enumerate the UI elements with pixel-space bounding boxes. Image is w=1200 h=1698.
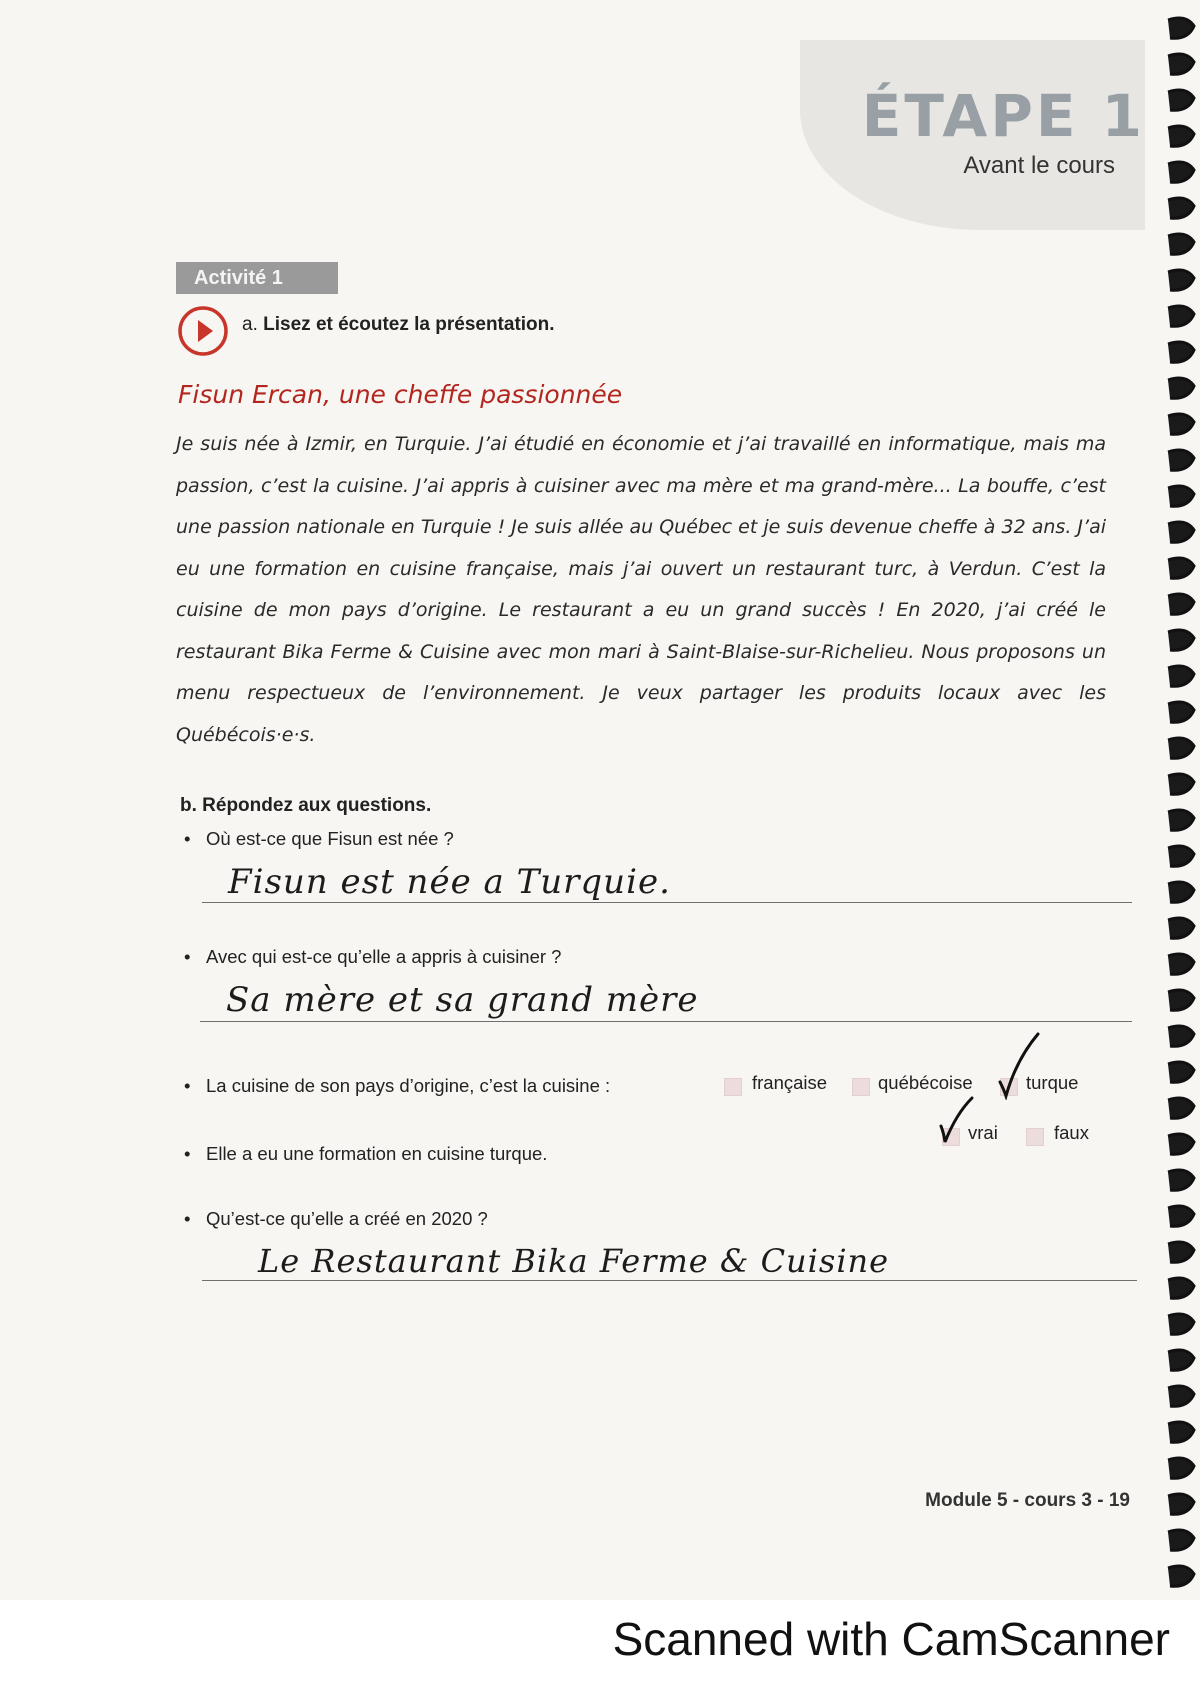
- spiral-coil: [1168, 486, 1194, 506]
- spiral-coil: [1168, 594, 1194, 614]
- spiral-coil: [1168, 1098, 1194, 1118]
- bullet: •: [184, 828, 191, 849]
- option-vrai: vrai: [968, 1122, 998, 1143]
- bullet: •: [184, 1075, 191, 1096]
- spiral-coil: [1168, 1566, 1194, 1586]
- spiral-coil: [1168, 666, 1194, 686]
- checkbox-quebecoise[interactable]: [852, 1078, 870, 1096]
- spiral-coil: [1168, 198, 1194, 218]
- reading-body: Je suis née à Izmir, en Turquie. J’ai étudié en économie et j’ai travaillé en informatique, mais ma passion, c’est la cuisine. J’ai appris à cuisiner avec ma mère et ma grand-mère... La bouffe, c’est une passion nationale en Turquie ! Je suis allée au Québec et je suis devenue cheffe à 32 ans. J’ai eu une formation en cuisine française, mais j’ai ouvert un restaurant turc, à Verdun. C’est la cuisine de mon pays d’origine. Le restaurant a eu un grand succès ! En 2020, j’ai créé le restaurant Bika Ferme & Cuisine avec mon mari à Saint-Blaise-sur-Richelieu. Nous proposons un menu respectueux de l’environnement. Je veux partager les produits locaux avec les Québécois·e·s.: [176, 433, 1106, 746]
- spiral-coil: [1168, 18, 1194, 38]
- spiral-coil: [1168, 414, 1194, 434]
- spiral-coil: [1168, 1242, 1194, 1262]
- activity-badge: Activité 1: [176, 262, 338, 294]
- option-faux: faux: [1054, 1122, 1089, 1143]
- spiral-coil: [1168, 630, 1194, 650]
- answer-1-line[interactable]: [202, 902, 1132, 903]
- spiral-coil: [1168, 1170, 1194, 1190]
- spiral-coil: [1168, 342, 1194, 362]
- part-a-text: Lisez et écoutez la présentation.: [263, 314, 555, 335]
- question-2: [184, 946, 561, 968]
- question-4: [184, 1143, 547, 1165]
- spiral-coil: [1168, 1386, 1194, 1406]
- spiral-binding: [1110, 0, 1200, 1620]
- page-reference: Module 5 - cours 3 - 19: [925, 1490, 1130, 1511]
- spiral-coil: [1168, 450, 1194, 470]
- spiral-coil: [1168, 1206, 1194, 1226]
- spiral-coil: [1168, 1134, 1194, 1154]
- spiral-coil: [1168, 1422, 1194, 1442]
- spiral-coil: [1168, 882, 1194, 902]
- part-a-instruction: [242, 314, 555, 336]
- spiral-coil: [1168, 990, 1194, 1010]
- option-turque: turque: [1026, 1072, 1079, 1093]
- check-mark-icon: [994, 1030, 1044, 1100]
- spiral-coil: [1168, 378, 1194, 398]
- checkbox-francaise[interactable]: [724, 1078, 742, 1096]
- spiral-coil: [1168, 954, 1194, 974]
- spiral-coil: [1168, 558, 1194, 578]
- spiral-coil: [1168, 1278, 1194, 1298]
- spiral-coil: [1168, 1530, 1194, 1550]
- spiral-coil: [1168, 522, 1194, 542]
- spiral-coil: [1168, 774, 1194, 794]
- etape-title: ÉTAPE 1: [861, 82, 1145, 150]
- question-3-text: La cuisine de son pays d’origine, c’est la cuisine :: [206, 1075, 611, 1096]
- spiral-coil: [1168, 54, 1194, 74]
- question-4-text: Elle a eu une formation en cuisine turque.: [206, 1143, 548, 1164]
- etape-subtitle: Avant le cours: [963, 152, 1115, 179]
- checkbox-faux[interactable]: [1026, 1128, 1044, 1146]
- spiral-coil: [1168, 1458, 1194, 1478]
- question-3: [184, 1075, 610, 1097]
- spiral-coil: [1168, 918, 1194, 938]
- answer-2-handwriting: Sa mère et sa grand mère: [226, 980, 699, 1020]
- spiral-coil: [1168, 162, 1194, 182]
- spiral-coil: [1168, 702, 1194, 722]
- answer-5-line[interactable]: [202, 1280, 1137, 1281]
- bullet: •: [184, 1208, 191, 1229]
- spiral-coil: [1168, 234, 1194, 254]
- question-2-text: Avec qui est-ce qu’elle a appris à cuisiner ?: [206, 946, 562, 967]
- spiral-coil: [1168, 126, 1194, 146]
- question-5-text: Qu’est-ce qu’elle a créé en 2020 ?: [206, 1208, 488, 1229]
- spiral-coil: [1168, 1350, 1194, 1370]
- question-5: [184, 1208, 488, 1230]
- reading-title: Fisun Ercan, une cheffe passionnée: [178, 380, 623, 409]
- spiral-coil: [1168, 846, 1194, 866]
- answer-5-handwriting: Le Restaurant Bika Ferme & Cuisine: [258, 1242, 890, 1280]
- scanner-watermark: Scanned with CamScanner: [612, 1613, 1170, 1665]
- spiral-coil: [1168, 810, 1194, 830]
- answer-2-line[interactable]: [200, 1021, 1132, 1022]
- check-mark-icon: [936, 1096, 986, 1146]
- option-francaise: française: [752, 1072, 828, 1093]
- spiral-coil: [1168, 1062, 1194, 1082]
- question-1: [184, 828, 454, 850]
- spiral-coil: [1168, 306, 1194, 326]
- spiral-coil: [1168, 90, 1194, 110]
- option-quebecoise: québécoise: [878, 1072, 973, 1093]
- part-b-title: b. Répondez aux questions.: [180, 795, 432, 816]
- answer-1-handwriting: Fisun est née a Turquie.: [228, 862, 671, 902]
- part-a-letter: a.: [242, 314, 258, 335]
- play-audio-icon[interactable]: [176, 304, 230, 358]
- spiral-coil: [1168, 1494, 1194, 1514]
- spiral-coil: [1168, 1026, 1194, 1046]
- spiral-coil: [1168, 738, 1194, 758]
- bullet: •: [184, 1143, 191, 1164]
- bullet: •: [184, 946, 191, 967]
- spiral-coil: [1168, 1314, 1194, 1334]
- question-1-text: Où est-ce que Fisun est née ?: [206, 828, 454, 849]
- spiral-coil: [1168, 270, 1194, 290]
